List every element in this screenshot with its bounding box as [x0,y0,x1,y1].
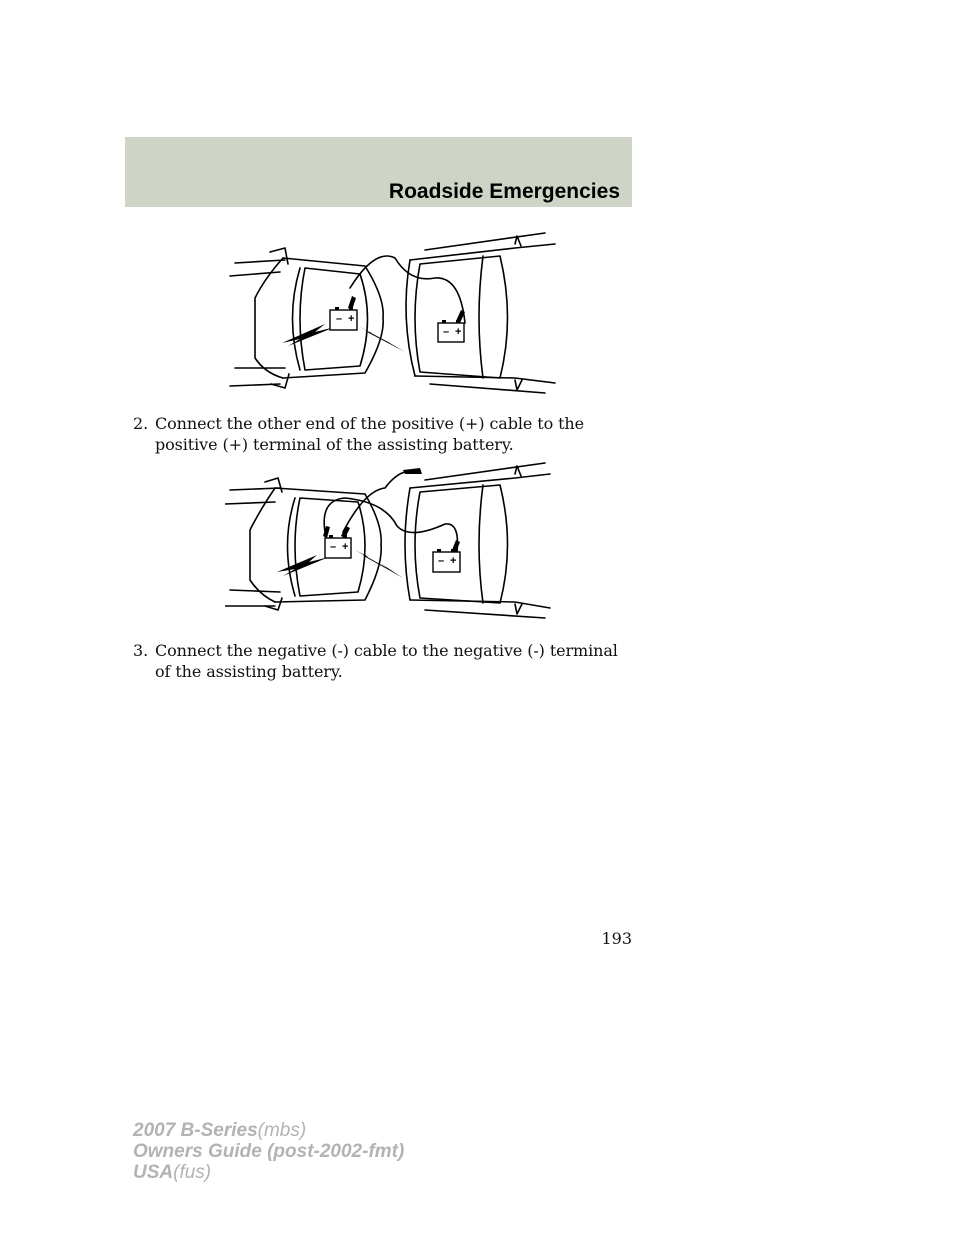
footer-model-line [133,1120,404,1141]
battery-minus-label: – [330,541,337,553]
page-number: 193 [601,929,632,948]
battery-plus-label: + [342,541,349,553]
battery-minus-label: – [438,555,445,567]
footer-market-code: (fus) [173,1162,212,1183]
footer-market-line [133,1162,404,1183]
document-footer [133,1120,404,1183]
instruction-step-2 [133,413,633,455]
step-number: 2. [133,414,149,433]
footer-guide-line [133,1141,404,1162]
battery-plus-label: + [455,326,462,338]
battery-minus-label: – [443,326,450,338]
step-text: Connect the negative (-) cable to the negative (-) terminal of the assisting battery. [155,641,618,681]
footer-market: USA [133,1162,174,1183]
step-text: Connect the other end of the positive (+) cable to the positive (+) terminal of the assisting battery. [155,414,585,454]
battery-minus-label: – [336,313,343,325]
jump-start-illustration-step2 [225,228,560,398]
jump-start-illustration-step3 [225,460,560,625]
section-header-band [125,137,632,207]
instruction-step-3 [133,640,633,682]
footer-guide: Owners Guide (post-2002-fmt) [133,1141,405,1162]
battery-plus-label: + [348,313,355,325]
section-title: Roadside Emergencies [388,180,620,203]
battery-plus-label: + [450,555,457,567]
footer-model: 2007 B-Series [133,1120,258,1141]
footer-model-code: (mbs) [257,1120,307,1141]
step-number: 3. [133,641,149,660]
